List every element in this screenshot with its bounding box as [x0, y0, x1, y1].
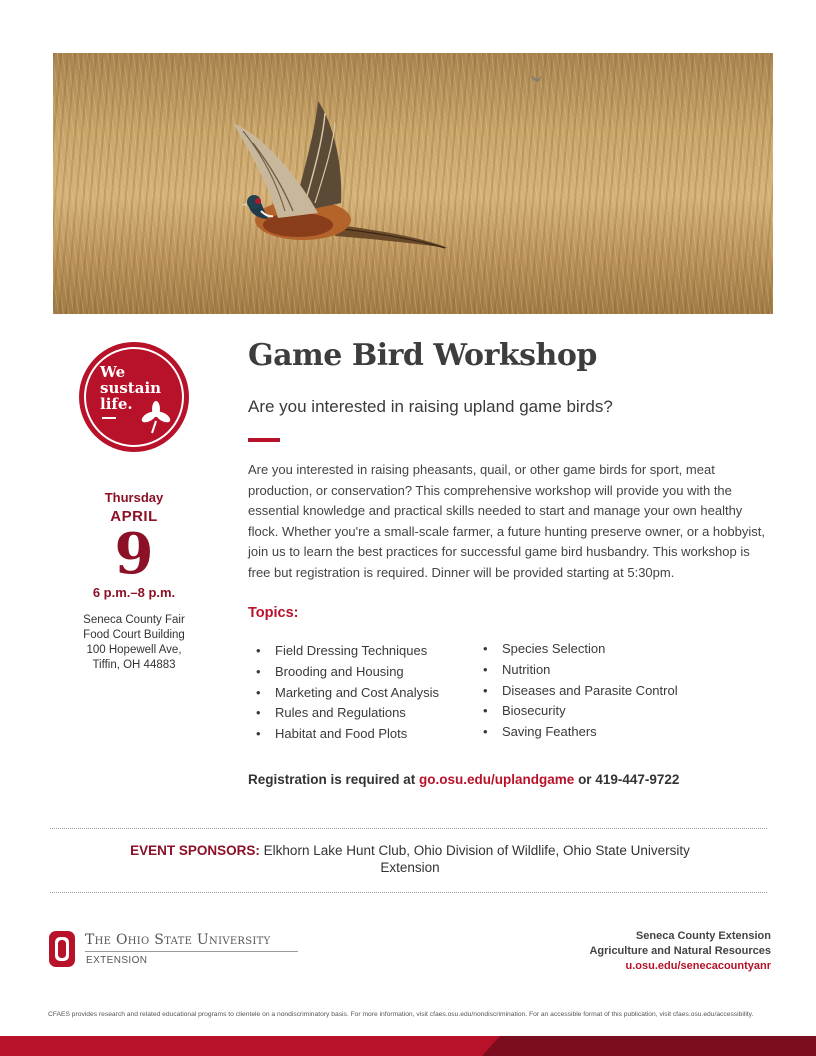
list-item [483, 681, 678, 702]
bullet-icon: • [256, 643, 261, 658]
list-item [256, 724, 439, 745]
list-item [256, 662, 439, 683]
event-sponsors [120, 842, 700, 876]
venue-line: Food Court Building [83, 629, 185, 641]
bullet-icon: • [256, 684, 261, 700]
event-day-number: 9 [114, 521, 154, 587]
page-title: Game Bird Workshop [248, 338, 597, 373]
list-item [483, 660, 678, 681]
university-name: The Ohio State University [85, 932, 271, 948]
topic-label: Brooding and Housing [275, 663, 404, 679]
intro-paragraph: Are you interested in raising pheasants, quail, or other game birds for sport, meat production, or conservation? This comprehensive workshop will provide you with the essential knowledge and practical skills needed to start and manage your own healthy flock. Whether you're a small-scale farmer, a future hunting preserve owner, or a hobbyist, join us to learn the best practices for successful game bird husbandry. This workshop is free but registration is required. Dinner will be provided starting at 5:30pm. [248, 462, 765, 580]
footer-color-bar [0, 1036, 816, 1056]
event-venue [53, 613, 215, 673]
topic-label: Marketing and Cost Analysis [275, 684, 440, 700]
badge-text-sustain: sustain [100, 379, 162, 397]
topics-heading: Topics: [248, 605, 299, 621]
topic-label: Habitat and Food Plots [275, 726, 408, 742]
contact-department: Agriculture and Natural Resources [589, 945, 771, 957]
topic-label: Biosecurity [502, 703, 566, 719]
contact-block [589, 929, 771, 974]
accent-divider [248, 438, 280, 442]
contact-url-link[interactable]: u.osu.edu/senecacountyanr [625, 960, 771, 972]
topic-label: Rules and Regulations [275, 705, 406, 721]
badge-text-we: We [100, 363, 126, 381]
nondiscrimination-disclaimer: CFAES provides research and related educational programs to clientele on a nondiscriminatory basis. For more information, visit cfaes.osu.edu/nondiscrimination. For an accessible format of this publication, visit cfaes.osu.edu/accessibility. [48, 1011, 754, 1018]
list-item [256, 703, 439, 724]
event-time: 6 p.m.–8 p.m. [92, 585, 176, 600]
bullet-icon: • [256, 663, 261, 679]
list-item [483, 639, 678, 660]
list-item [483, 701, 678, 722]
list-item [256, 641, 439, 662]
registration-prefix: Registration is required at [248, 772, 420, 787]
list-item [483, 722, 678, 743]
divider-top [50, 828, 767, 829]
hero-photo [53, 53, 773, 314]
event-day: Thursday [104, 490, 164, 505]
badge-text-life: life. [100, 395, 133, 413]
topic-label: Saving Feathers [502, 724, 597, 740]
topic-label: Nutrition [502, 661, 551, 677]
subtitle: Are you interested in raising upland game birds? [248, 397, 613, 416]
bullet-icon: • [483, 724, 488, 740]
bullet-icon: • [256, 726, 261, 742]
extension-label: EXTENSION [86, 955, 148, 966]
registration-line [248, 772, 679, 787]
bullet-icon: • [483, 703, 488, 719]
event-month: APRIL [110, 508, 158, 525]
bullet-icon: • [483, 661, 488, 677]
pheasant-illustration [53, 53, 773, 314]
contact-office: Seneca County Extension [635, 930, 771, 942]
bullet-icon: • [483, 641, 488, 656]
bullet-icon: • [256, 705, 261, 721]
logo-divider [85, 951, 298, 952]
topic-label: Diseases and Parasite Control [502, 682, 678, 698]
list-item [256, 683, 439, 704]
topics-list-left [256, 641, 439, 745]
registration-phone: or 419-447-9722 [574, 772, 680, 787]
bullet-icon: • [483, 682, 488, 698]
event-date [53, 488, 215, 600]
topic-label: Species Selection [502, 641, 606, 656]
topics-list-right [483, 639, 678, 743]
venue-line: Seneca County Fair [83, 614, 185, 626]
sponsors-label: EVENT SPONSORS: [130, 843, 260, 858]
sponsors-list: Elkhorn Lake Hunt Club, Ohio Division of Wildlife, Ohio State University Extension [259, 843, 690, 875]
topic-label: Field Dressing Techniques [275, 643, 428, 658]
venue-line: 100 Hopewell Ave, [86, 644, 182, 656]
venue-line: Tiffin, OH 44883 [92, 659, 176, 671]
we-sustain-life-badge [78, 341, 190, 453]
divider-bottom [50, 892, 767, 893]
registration-link[interactable]: go.osu.edu/uplandgame [419, 772, 575, 787]
